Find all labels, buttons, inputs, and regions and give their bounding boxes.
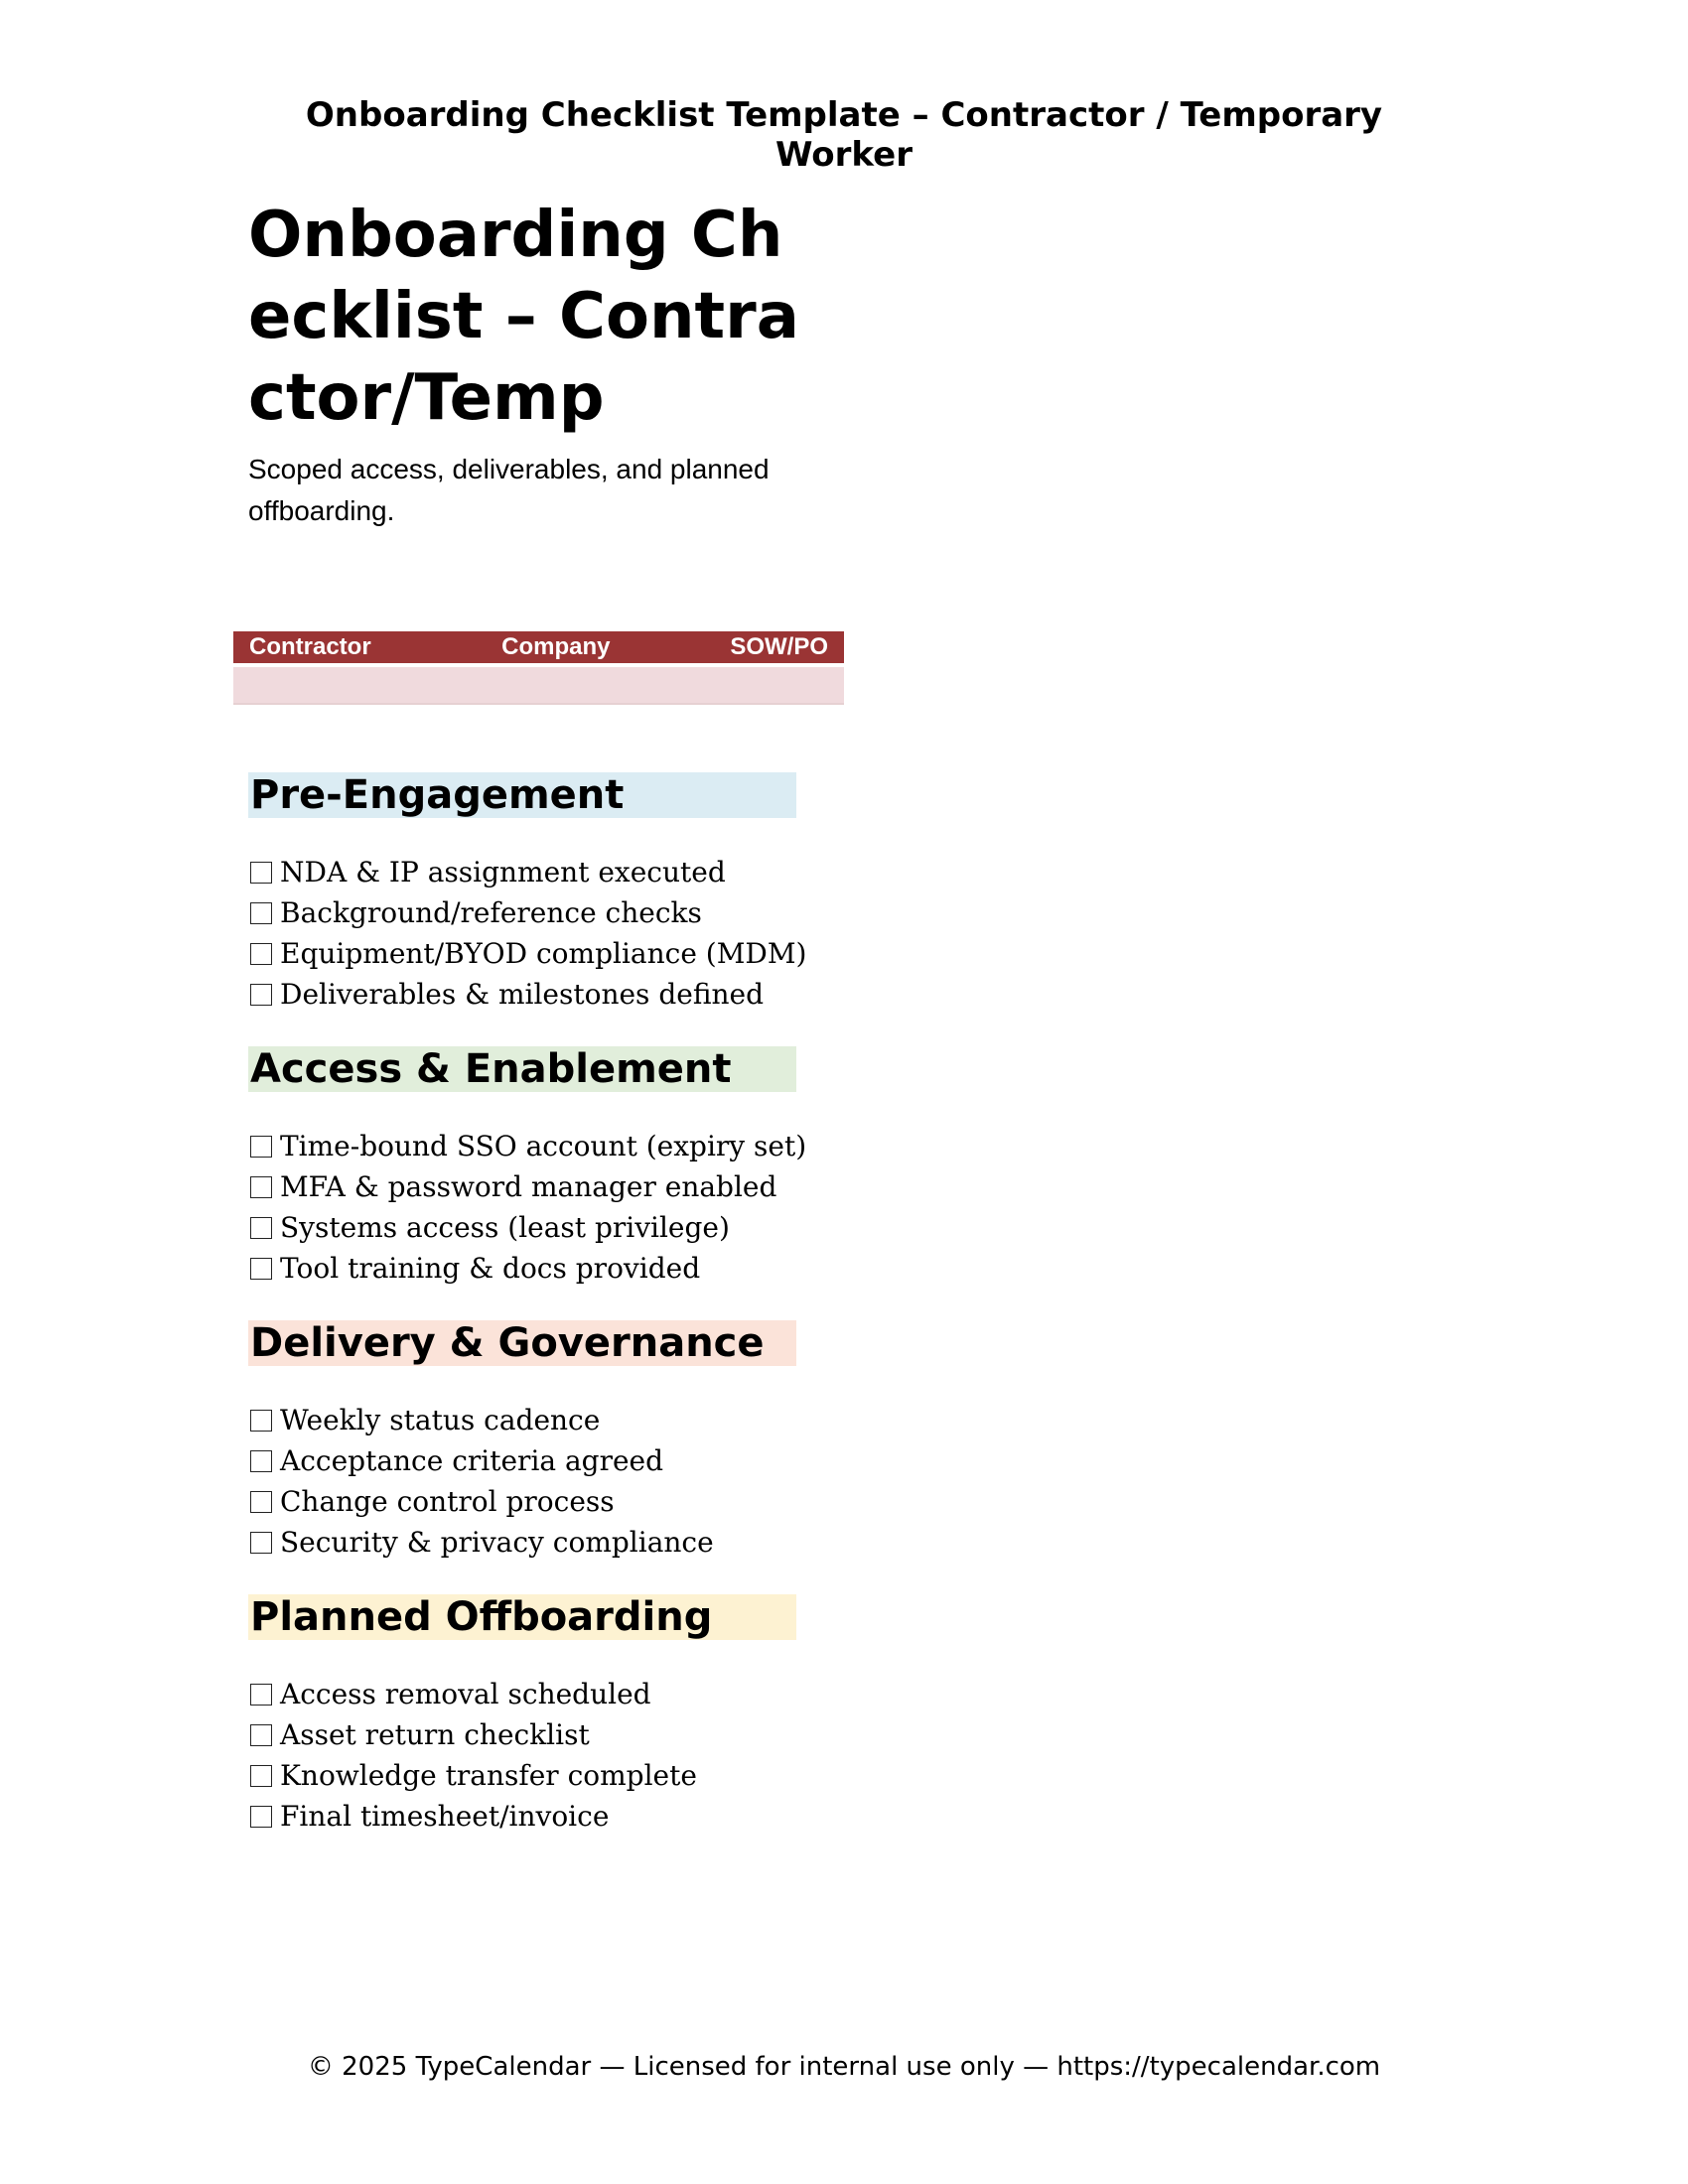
checklist-item-label: Systems access (least privilege) <box>280 1211 730 1244</box>
checkbox-icon[interactable] <box>250 1410 272 1432</box>
checklist-item <box>248 852 804 892</box>
title-block <box>248 195 844 532</box>
checkbox-icon[interactable] <box>250 1258 272 1280</box>
checklist-item <box>248 1207 804 1248</box>
checklist-item-label: Access removal scheduled <box>280 1678 651 1710</box>
section-heading: Access & Enablement <box>248 1046 796 1092</box>
checklist-item-label: Deliverables & milestones defined <box>280 978 765 1011</box>
checklist-item-label: NDA & IP assignment executed <box>280 856 726 888</box>
contractor-cell[interactable] <box>233 665 455 704</box>
checklist-item <box>248 1481 804 1522</box>
checklist-item <box>248 933 807 974</box>
page-header-text: Onboarding Checklist Template – Contractor / Temporary Worker <box>305 95 1383 175</box>
section-heading: Pre-Engagement <box>248 772 796 818</box>
info-table-header-row <box>233 631 844 665</box>
checklist-item-label: Asset return checklist <box>280 1718 590 1751</box>
checklist-item-label: Time-bound SSO account (expiry set) <box>280 1130 807 1162</box>
header-company: Company <box>455 631 657 665</box>
checkbox-icon[interactable] <box>250 1176 272 1198</box>
checklist-item-label: Change control process <box>280 1485 615 1518</box>
checklist-section <box>248 1594 804 1837</box>
checklist-section <box>248 1320 804 1563</box>
checklist-item <box>248 1440 804 1481</box>
checklist-section <box>248 1046 807 1289</box>
checklist-sections <box>248 772 807 1868</box>
header-sow-po: SOW/PO <box>657 631 844 665</box>
checklist-item <box>248 1796 804 1837</box>
header-contractor: Contractor <box>233 631 455 665</box>
checklist-item <box>248 1248 804 1289</box>
checkbox-icon[interactable] <box>250 902 272 924</box>
checklist-item <box>248 1126 807 1166</box>
checklist-items <box>248 852 807 1015</box>
checklist-item <box>248 1166 804 1207</box>
company-cell[interactable] <box>455 665 657 704</box>
checkbox-icon[interactable] <box>250 1532 272 1554</box>
checklist-item-label: Tool training & docs provided <box>280 1252 701 1285</box>
checklist-item-label: Background/reference checks <box>280 896 702 929</box>
footer: © 2025 TypeCalendar — Licensed for internal use only — https://typecalendar.com <box>307 2052 1381 2082</box>
checkbox-icon[interactable] <box>250 1450 272 1472</box>
document-subtitle: Scoped access, deliverables, and planned offboarding. <box>248 454 770 526</box>
checklist-item-label: MFA & password manager enabled <box>280 1170 777 1203</box>
checklist-section <box>248 772 807 1015</box>
section-heading: Planned Offboarding <box>248 1594 796 1640</box>
checklist-items <box>248 1400 804 1563</box>
checklist-item-label: Weekly status cadence <box>280 1404 601 1436</box>
checklist-items <box>248 1674 804 1837</box>
info-table-row <box>233 665 844 704</box>
checklist-item-label: Acceptance criteria agreed <box>280 1444 664 1477</box>
checklist-item <box>248 1522 804 1563</box>
document-title: Onboarding Checklist – Contractor/Temp <box>248 199 799 435</box>
checklist-item <box>248 1714 804 1755</box>
checklist-item <box>248 1400 804 1440</box>
checkbox-icon[interactable] <box>250 1136 272 1158</box>
checklist-item-label: Final timesheet/invoice <box>280 1800 610 1833</box>
checklist-item-label: Knowledge transfer complete <box>280 1759 697 1792</box>
checklist-items <box>248 1126 807 1289</box>
checkbox-icon[interactable] <box>250 1765 272 1787</box>
page-header <box>0 95 1688 175</box>
checklist-item-label: Security & privacy compliance <box>280 1526 714 1559</box>
info-table <box>233 631 844 705</box>
checkbox-icon[interactable] <box>250 1491 272 1513</box>
checklist-item <box>248 892 804 933</box>
checkbox-icon[interactable] <box>250 862 272 884</box>
checkbox-icon[interactable] <box>250 1684 272 1706</box>
checklist-item <box>248 1755 804 1796</box>
checkbox-icon[interactable] <box>250 943 272 965</box>
sow-po-cell[interactable] <box>657 665 844 704</box>
checkbox-icon[interactable] <box>250 984 272 1006</box>
checkbox-icon[interactable] <box>250 1806 272 1828</box>
section-heading: Delivery & Governance <box>248 1320 796 1366</box>
checkbox-icon[interactable] <box>250 1217 272 1239</box>
checklist-item <box>248 1674 804 1714</box>
checkbox-icon[interactable] <box>250 1724 272 1746</box>
checklist-item <box>248 974 804 1015</box>
checklist-item-label: Equipment/BYOD compliance (MDM) <box>280 937 807 970</box>
